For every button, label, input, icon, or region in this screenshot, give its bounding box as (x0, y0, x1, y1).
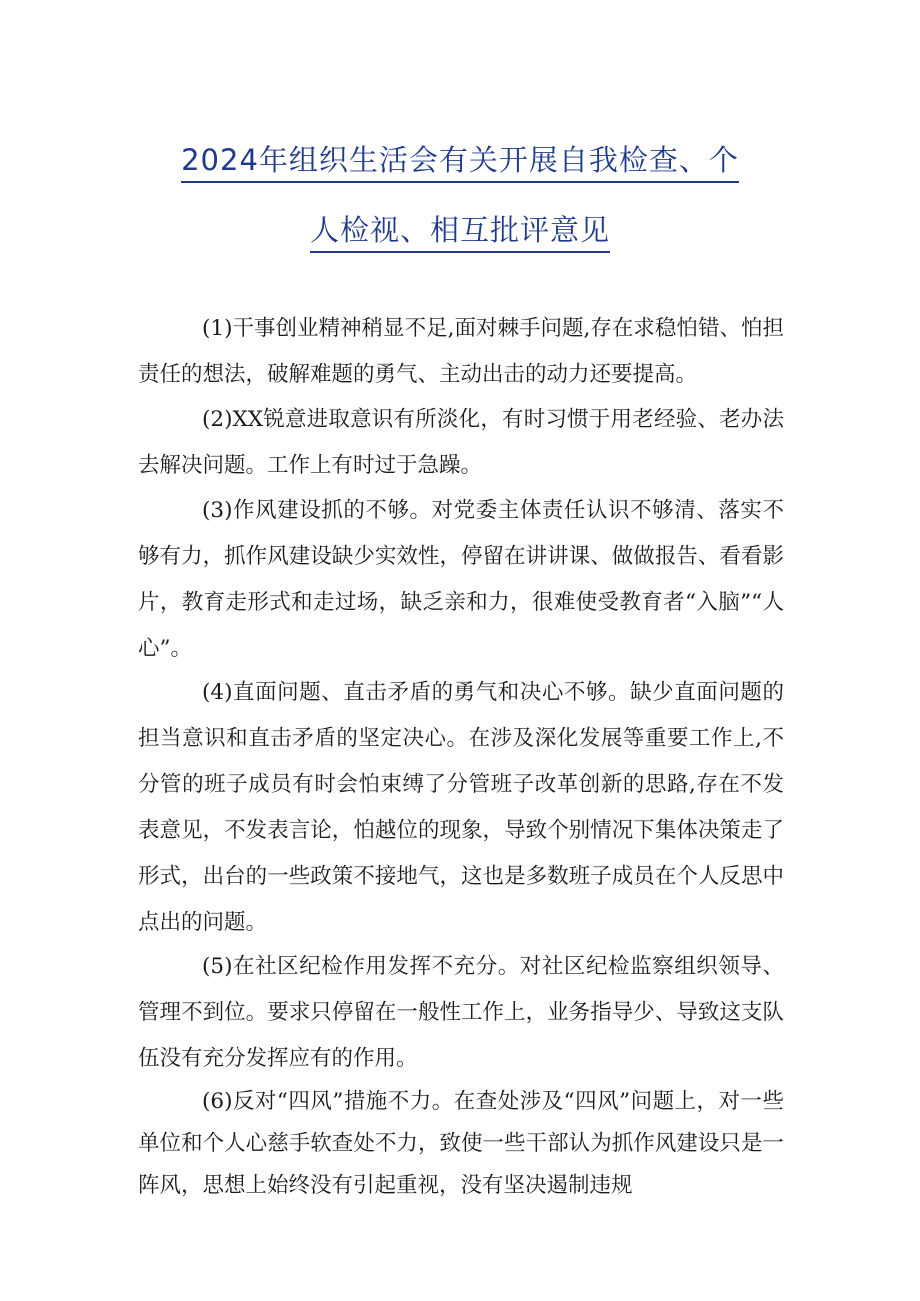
paragraph-4: (4)直面问题、直击矛盾的勇气和决心不够。缺少直面问题的担当意识和直击矛盾的坚定决心。在涉及深化发展等重要工作上,不分管的班子成员有时会怕束缚了分管班子改革创新的思路,存在不发表意见，不发表言论，怕越位的现象，导致个别情况下集体决策走了形式，出台的一些政策不接地气，这也是多数班子成员在个人反思中点出的问题。 (138, 680, 784, 935)
paragraph-5: (5)在社区纪检作用发挥不充分。对社区纪检监察组织领导、管理不到位。要求只停留在一般性工作上，业务指导少、导致这支队伍没有充分发挥应有的作用。 (138, 954, 784, 1071)
title-text-1: 2024年组织生活会有关开展自我检查、个 (181, 143, 739, 183)
paragraph-2: (2)XX锐意进取意识有所淡化，有时习惯于用老经验、老办法去解决问题。工作上有时过于急躁。 (138, 407, 784, 478)
document-title-line-1 (138, 138, 782, 179)
paragraph-6: (6)反对“四风”措施不力。在查处涉及“四风”问题上，对一些单位和个人心慈手软查处不力，致使一些干部认为抓作风建设只是一阵风，思想上始终没有引起重视，没有坚决遏制违规 (138, 1089, 784, 1198)
paragraph-1: (1)干事创业精神稍显不足,面对棘手问题,存在求稳怕错、怕担责任的想法，破解难题的勇气、主动出击的动力还要提高。 (138, 316, 784, 387)
title-text-2: 人检视、相互批评意见 (310, 213, 610, 253)
document-title-line-2 (138, 208, 782, 249)
paragraph-3: (3)作风建设抓的不够。对党委主体责任认识不够清、落实不够有力，抓作风建设缺少实效性，停留在讲讲课、做做报告、看看影片，教育走形式和走过场，缺乏亲和力，很难使受教育者“入脑”“人心”。 (138, 498, 784, 661)
